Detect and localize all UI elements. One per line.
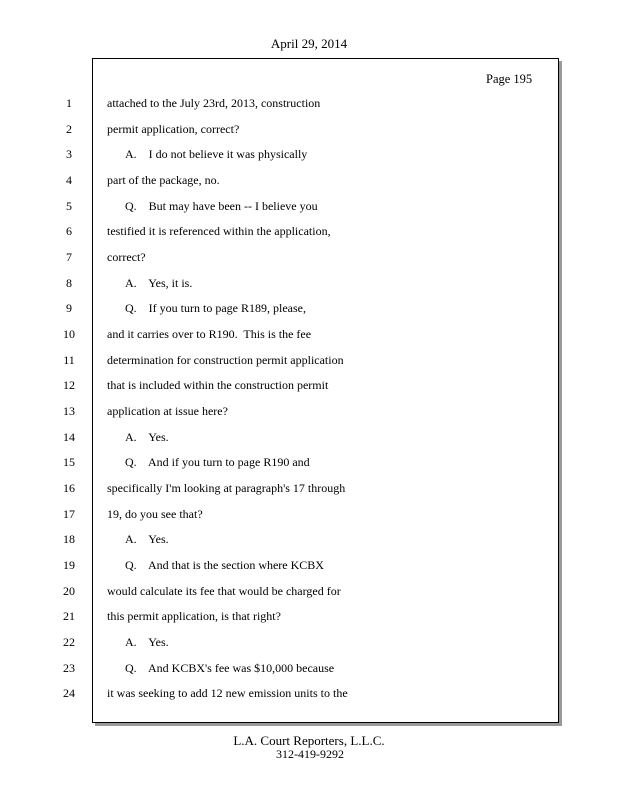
line-number: 3 xyxy=(66,147,72,161)
transcript-line: A. Yes. xyxy=(125,430,169,444)
transcript-line: application at issue here? xyxy=(107,404,228,418)
transcript-line: would calculate its fee that would be charged for xyxy=(107,584,341,598)
line-number: 21 xyxy=(63,609,75,623)
transcript-line: specifically I'm looking at paragraph's 17 through xyxy=(107,481,346,495)
transcript-line: that is included within the construction permit xyxy=(107,378,329,392)
page-number: Page 195 xyxy=(486,72,533,86)
line-number: 1 xyxy=(66,96,72,110)
transcript-line: attached to the July 23rd, 2013, construction xyxy=(107,96,321,110)
line-number: 18 xyxy=(63,532,75,546)
transcript-line: Q. If you turn to page R189, please, xyxy=(125,301,306,315)
line-number: 16 xyxy=(63,481,75,495)
transcript-line: determination for construction permit application xyxy=(107,353,344,367)
transcript-line: 19, do you see that? xyxy=(107,507,203,521)
transcript-line: A. Yes. xyxy=(125,635,169,649)
line-number: 2 xyxy=(66,122,72,136)
line-number: 9 xyxy=(66,301,72,315)
line-number: 13 xyxy=(63,404,75,418)
line-number: 4 xyxy=(66,173,72,187)
transcript-line: A. Yes. xyxy=(125,532,169,546)
transcript-line: correct? xyxy=(107,250,146,264)
transcript-line: testified it is referenced within the application, xyxy=(107,224,331,238)
line-number: 22 xyxy=(63,635,75,649)
transcript-line: part of the package, no. xyxy=(107,173,220,187)
line-number: 20 xyxy=(63,584,75,598)
transcript-line: Q. But may have been -- I believe you xyxy=(125,199,318,213)
transcript-line: and it carries over to R190. This is the fee xyxy=(107,327,312,341)
transcript-line: A. Yes, it is. xyxy=(125,276,193,290)
line-number: 11 xyxy=(63,353,75,367)
line-number: 24 xyxy=(63,686,75,700)
line-number: 10 xyxy=(63,327,75,341)
line-number: 7 xyxy=(66,250,72,264)
line-number: 19 xyxy=(63,558,75,572)
footer-company: L.A. Court Reporters, L.L.C. xyxy=(233,733,385,748)
line-number: 5 xyxy=(66,199,72,213)
transcript-line: it was seeking to add 12 new emission units to the xyxy=(107,686,348,700)
transcript-line: Q. And KCBX's fee was $10,000 because xyxy=(125,661,335,675)
line-number: 6 xyxy=(66,224,72,238)
line-number: 15 xyxy=(63,455,75,469)
line-number: 17 xyxy=(63,507,75,521)
transcript-line: Q. And if you turn to page R190 and xyxy=(125,455,310,469)
transcript-line: permit application, correct? xyxy=(107,122,240,136)
header-date: April 29, 2014 xyxy=(270,36,348,51)
footer-phone: 312-419-9292 xyxy=(276,747,344,761)
line-number: 8 xyxy=(66,276,72,290)
transcript-line: Q. And that is the section where KCBX xyxy=(125,558,324,572)
line-number: 14 xyxy=(63,430,75,444)
transcript-line: A. I do not believe it was physically xyxy=(125,147,308,161)
line-number: 12 xyxy=(63,378,75,392)
line-number: 23 xyxy=(63,661,75,675)
transcript-line: this permit application, is that right? xyxy=(107,609,281,623)
